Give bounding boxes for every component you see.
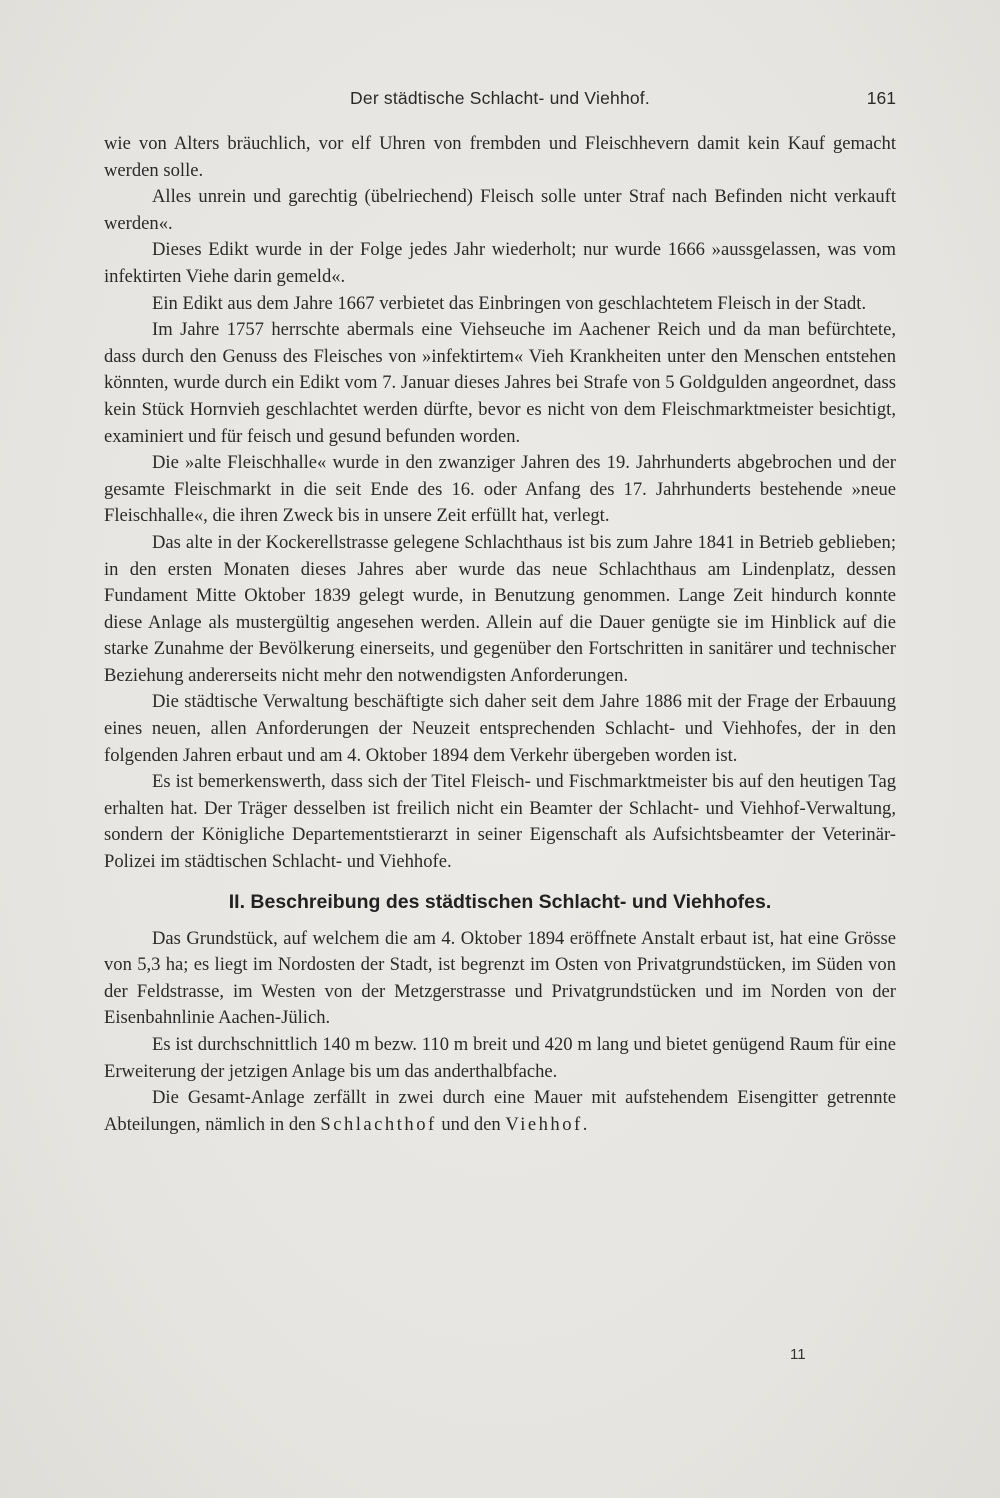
body-text <box>104 131 896 1138</box>
paragraph-text: . <box>582 1113 588 1135</box>
paragraph: Es ist bemerkenswerth, dass sich der Titel Fleisch- und Fischmarktmeister bis auf den heutigen Tag erhalten hat. Der Träger desselben ist freilich nicht ein Beamter der Schlacht- und Viehhof-Verwaltung, sondern der Königliche Departementstierarzt in seiner Eigenschaft als Aufsichtsbeamter der Veterinär-Polizei im städtischen Schlacht- und Viehhofe. <box>104 771 896 873</box>
running-head-title: Der städtische Schlacht- und Viehhof. <box>350 88 650 108</box>
page-number: 161 <box>866 88 896 108</box>
paragraph-last <box>104 1085 896 1138</box>
paragraph: Alles unrein und garechtig (übelriechend) Fleisch solle unter Straf nach Befinden nicht verkauft werden«. <box>104 186 896 234</box>
section-heading: II. Beschreibung des städtischen Schlacht- und Viehhofes. <box>228 890 772 913</box>
running-head <box>104 88 896 114</box>
paragraph: Die »alte Fleischhalle« wurde in den zwanziger Jahren des 19. Jahrhunderts abgebrochen und der gesamte Fleischmarkt in die seit Ende des 16. oder Anfang des 17. Jahrhunderts bestehende »neue Fleischhalle«, die ihren Zweck bis in unsere Zeit erfüllt hat, verlegt. <box>104 452 896 527</box>
paragraph: Die städtische Verwaltung beschäftigte sich daher seit dem Jahre 1886 mit der Frage der Erbauung eines neuen, allen Anforderungen der Neuzeit entsprechenden Schlacht- und Viehhofes, der in den folgenden Jahren erbaut und am 4. Oktober 1894 dem Verkehr übergeben worden ist. <box>104 691 896 766</box>
paragraph: wie von Alters bräuchlich, vor elf Uhren von frembden und Fleischhevern damit kein Kauf gemacht werden solle. <box>104 133 896 181</box>
paragraph: Dieses Edikt wurde in der Folge jedes Jahr wiederholt; nur wurde 1666 »aussgelassen, was vom infektirten Viehe darin gemeld«. <box>104 239 896 287</box>
paragraph: Es ist durchschnittlich 140 m bezw. 110 m breit und 420 m lang und bietet genügend Raum für eine Erweiterung der jetzigen Anlage bis um das anderthalbfache. <box>104 1034 896 1082</box>
paragraph: Ein Edikt aus dem Jahre 1667 verbietet das Einbringen von geschlachtetem Fleisch in der Stadt. <box>152 292 867 314</box>
paragraph: Das Grundstück, auf welchem die am 4. Oktober 1894 eröffnete Anstalt erbaut ist, hat eine Grösse von 5,3 ha; es liegt im Nordosten der Stadt, ist begrenzt im Osten von Privatgrundstücken, im Süden von der Feldstrasse, im Westen von der Metzgerstrasse und Privatgrundstücken und im Norden von der Eisenbahnlinie Aachen-Jülich. <box>104 927 896 1029</box>
signature-mark: 11 <box>790 1346 806 1363</box>
paragraph: Im Jahre 1757 herrschte abermals eine Viehseuche im Aachener Reich und da man befürchtete, dass durch den Genuss des Fleisches von »infektirtem« Vieh Krankheiten unter den Menschen entstehen könnten, wurde durch ein Edikt vom 7. Januar dieses Jahres bei Strafe von 5 Goldgulden angeordnet, dass kein Stück Hornvieh geschlachtet werden dürfte, bevor es nicht von dem Fleischmarktmeister besichtigt, examiniert und für feisch und gesund befunden worden. <box>104 319 896 447</box>
paragraph-text: und den <box>441 1113 501 1135</box>
spaced-term-schlachthof: Schlachthof <box>320 1113 437 1135</box>
paragraph-text: Die Gesamt-Anlage zerfällt in zwei durch eine Mauer mit aufstehendem Eisengitter getrennte Abteilungen, nämlich in den <box>104 1087 896 1135</box>
spaced-term-viehhof: Viehhof <box>505 1113 583 1135</box>
paragraph: Das alte in der Kockerellstrasse gelegene Schlachthaus ist bis zum Jahre 1841 in Betrieb geblieben; in den ersten Monaten dieses Jahres aber wurde das neue Schlachthaus am Lindenplatz, dessen Fundament Mitte Oktober 1839 gelegt wurde, in Benutzung genommen. Lange Zeit hindurch konnte diese Anlage als mustergültig angesehen werden. Allein auf die Dauer genügte sie im Hinblick auf die starke Zunahme der Bevölkerung einerseits, und gegenüber den Fortschritten in sanitärer und technischer Beziehung andererseits nicht mehr den notwendigsten Anforderungen. <box>104 531 896 686</box>
